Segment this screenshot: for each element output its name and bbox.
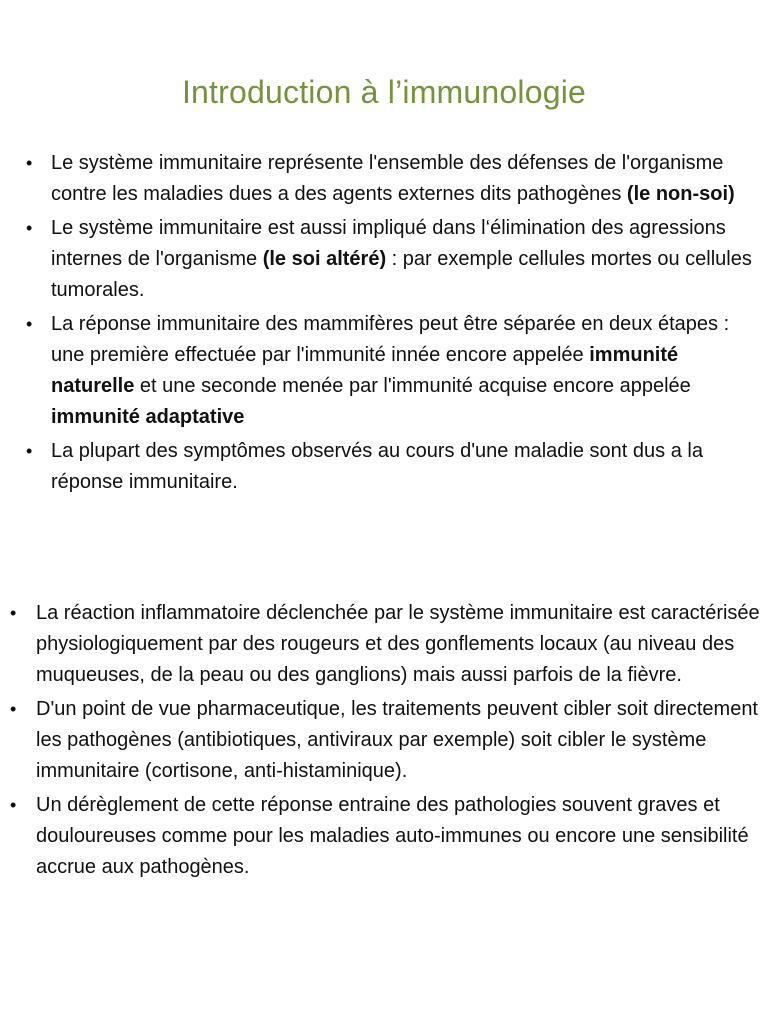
item-text: D'un point de vue pharmaceutique, les traitements peuvent cibler soit directement les pathogènes (antibiotiques, antiviraux par exemple) soit cibler le système immunitaire (cortisone, anti-histaminique).: [36, 698, 758, 782]
item-emphasis-natural-immunity: immunité naturelle: [51, 344, 679, 397]
item-text-tail: : par exemple cellules mortes ou cellules tumorales.: [51, 248, 752, 301]
item-text: Le système immunitaire représente l'ensemble des défenses de l'organisme contre les maladies dues a des agents externes dits pathogènes: [51, 152, 724, 205]
item-text: Un dérèglement de cette réponse entraine des pathologies souvent graves et douloureuses comme pour les maladies auto-immunes ou encore une sensibilité accrue aux pathogènes.: [36, 794, 749, 878]
bullet-icon: •: [10, 795, 17, 815]
list-item-inflammatory-reaction: [8, 598, 760, 691]
item-emphasis-adaptive-immunity: immunité adaptative: [51, 406, 245, 428]
list-item-dysregulation: [8, 790, 760, 883]
bullet-icon: •: [26, 218, 33, 238]
item-text-middle: et une seconde menée par l'immunité acquise encore appelée: [134, 375, 691, 397]
item-emphasis: (le non-soi): [626, 183, 735, 205]
item-text: La réponse immunitaire des mammifères peut être séparée en deux étapes : une première effectuée par l'immunité innée encore appelée: [51, 313, 730, 366]
bullet-list-top: [24, 148, 754, 501]
list-item-internal-aggressions: [24, 213, 754, 306]
item-emphasis: (le soi altéré): [262, 248, 387, 270]
item-text: La réaction inflammatoire déclenchée par le système immunitaire est caractérisée physiologiquement par des rougeurs et des gonflements locaux (au niveau des muqueuses, de la peau ou des ganglions) mais aussi parfois de la fièvre.: [36, 602, 760, 686]
bullet-icon: •: [26, 314, 33, 334]
bullet-icon: •: [10, 699, 17, 719]
list-item-immune-response-stages: [24, 309, 754, 433]
list-item-pharmaceutical-view: [8, 694, 760, 787]
bullet-icon: •: [26, 441, 33, 461]
item-text: Le système immunitaire est aussi impliqué dans l‘élimination des agressions internes de l'organisme: [51, 217, 726, 270]
bullet-list-bottom: [8, 598, 760, 886]
page-title: Introduction à l’immunologie: [181, 74, 587, 110]
list-item-system-definition: [24, 148, 754, 210]
bullet-icon: •: [26, 153, 33, 173]
bullet-icon: •: [10, 603, 17, 623]
list-item-symptoms: [24, 436, 754, 498]
item-text: La plupart des symptômes observés au cours d'une maladie sont dus a la réponse immunitaire.: [51, 440, 703, 493]
